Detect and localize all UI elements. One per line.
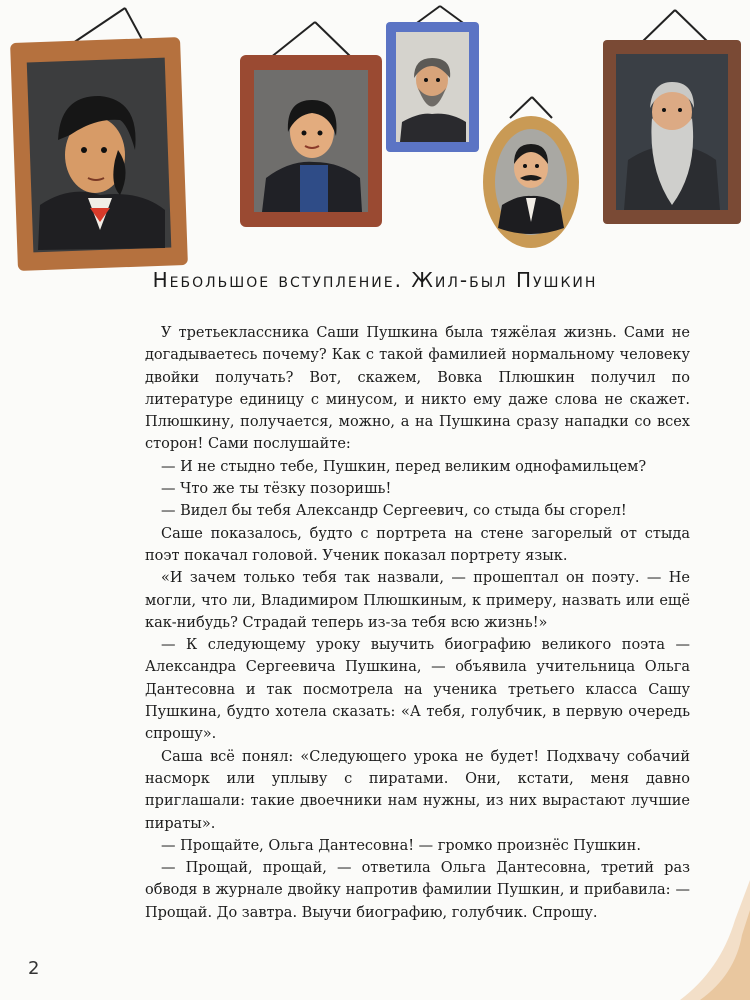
pushkin-portrait: [10, 8, 188, 271]
paragraph: — Видел бы тебя Александр Сергеевич, со стыда бы сгорел!: [161, 503, 627, 520]
story-text: [145, 322, 690, 924]
old-bearded-man-portrait: [603, 10, 741, 224]
paragraph: «И зачем только тебя так назвали, — прошептал он поэту. — Не могли, что ли, Владимиром Плюшкиным, к примеру, назвать или ещё как-нибудь? Страдай теперь из-за тебя всю жизнь!»: [145, 570, 690, 631]
paragraph: — К следующему уроку выучить биографию великого поэта — Александра Сергеевича Пушкина, — объявила учительница Ольга Дантесовна и так посмотрела на ученика третьего класса Сашу Пушкина, будто хотела сказать: «А тебя, голубчик, в первую очередь спрошу».: [145, 637, 690, 743]
paragraph: — И не стыдно тебе, Пушкин, перед великим однофамильцем?: [161, 458, 647, 475]
portraits-illustration: [0, 0, 750, 275]
page-title: Небольшое вступление. Жил-был Пушкин: [152, 268, 598, 292]
paragraph: — Что же ты тёзку позоришь!: [161, 481, 392, 498]
paragraph: — Прощайте, Ольга Дантесовна! — громко произнёс Пушкин.: [161, 837, 641, 854]
bearded-man-portrait: [386, 6, 479, 152]
paragraph: — Прощай, прощай, — ответила Ольга Дантесовна, третий раз обводя в журнале двойку напротив фамилии Пушкин, и прибавила: — Прощай. До завтра. Выучи биографию, голубчик. Спрошу.: [145, 860, 690, 921]
paragraph: Саше показалось, будто с портрета на стене загорелый от стыда поэт покачал головой. Ученик показал портрету язык.: [145, 525, 690, 564]
corner-decoration: [680, 880, 750, 1000]
mustached-man-portrait: [483, 97, 579, 248]
paragraph: Саша всё понял: «Следующего урока не будет! Подхвачу собачий насморк или уплыву с пиратами. Они, кстати, меня давно приглашали: такие двоечники нам нужны, из них вырастают лучшие пираты».: [145, 748, 690, 832]
paragraph: У третьеклассника Саши Пушкина была тяжёлая жизнь. Сами не догадываетесь почему? Как с такой фамилией нормальному человеку двойки получать? Вот, скажем, Вовка Плюшкин получил по литературе единицу с минусом, и никто ему даже слова не скажет. Плюшкину, получается, можно, а на Пушкина сразу нападки со всех сторон! Сами послушайте:: [145, 325, 690, 453]
page-number: 2: [28, 958, 40, 979]
woman-portrait: [240, 22, 382, 227]
